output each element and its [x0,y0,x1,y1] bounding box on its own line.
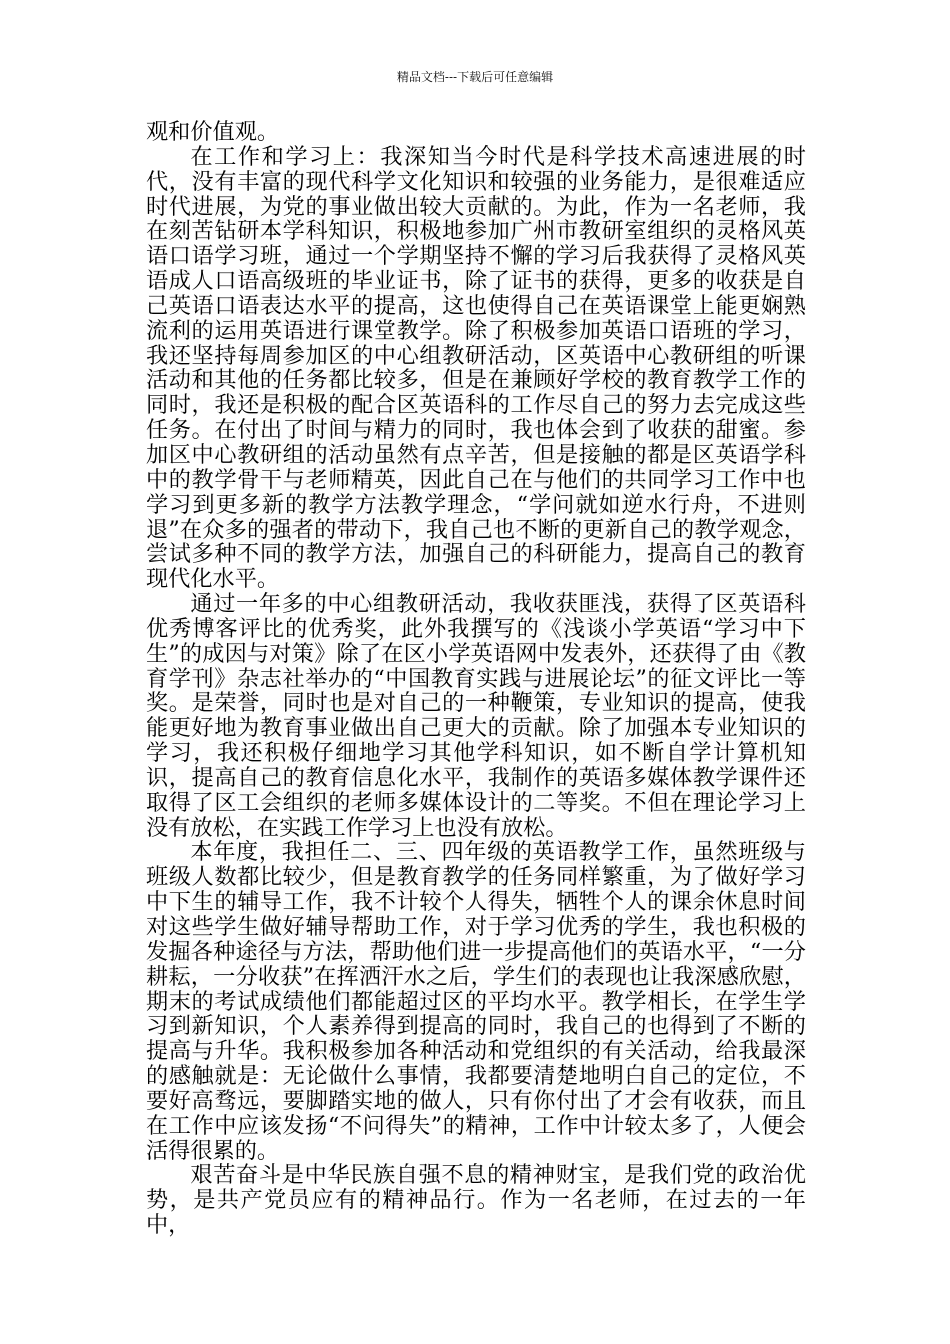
paragraph-2: 在工作和学习上：我深知当今时代是科学技术高速进展的时代，没有丰富的现代科学文化知识和较强的业务能力，是很难适应时代进展，为党的事业做出较大贡献的。为此，作为一名老师，我在刻苦钻研本学科知识，积极地参加广州市教研室组织的灵格风英语口语学习班，通过一个学期坚持不懈的学习后我获得了灵格风英语成人口语高级班的毕业证书，除了证书的获得，更多的收获是自己英语口语表达水平的提高，这也使得自己在英语课堂上能更娴熟流利的运用英语进行课堂教学。除了积极参加英语口语班的学习，我还坚持每周参加区的中心组教研活动，区英语中心教研组的听课活动和其他的任务都比较多，但是在兼顾好学校的教育教学工作的同时，我还是积极的配合区英语科的工作尽自己的努力去完成这些任务。在付出了时间与精力的同时，我也体会到了收获的甜蜜。参加区中心教研组的活动虽然有点辛苦，但是接触的都是区英语学科中的教学骨干与老师精英，因此自己在与他们的共同学习工作中也学习到更多新的教学方法教学理念，“学问就如逆水行舟，不进则退”在众多的强者的带动下，我自己也不断的更新自己的教学观念，尝试多种不同的教学方法，加强自己的科研能力，提高自己的教育现代化水平。 [146,143,806,593]
paragraph-5: 艰苦奋斗是中华民族自强不息的精神财宝，是我们党的政治优势，是共产党员应有的精神品行。作为一名老师，在过去的一年中， [146,1162,806,1239]
paragraph-3: 通过一年多的中心组教研活动，我收获匪浅，获得了区英语科优秀博客评比的优秀奖，此外我撰写的《浅谈小学英语“学习中下生”的成因与对策》除了在区小学英语网中发表外，还获得了由《教育学刊》杂志社举办的“中国教育实践与进展论坛”的征文评比一等奖。是荣誉，同时也是对自己的一种鞭策，专业知识的提高，使我能更好地为教育事业做出自己更大的贡献。除了加强本专业知识的学习，我还积极仔细地学习其他学科知识，如不断自学计算机知识，提高自己的教育信息化水平，我制作的英语多媒体教学课件还取得了区工会组织的老师多媒体设计的二等奖。不但在理论学习上没有放松，在实践工作学习上也没有放松。 [146,591,806,841]
document-body [146,120,806,1238]
paragraph-4: 本年度，我担任二、三、四年级的英语教学工作，虽然班级与班级人数都比较少，但是教育教学的任务同样繁重，为了做好学习中下生的辅导工作，我不计较个人得失，牺牲个人的课余休息时间对这些学生做好辅导帮助工作，对于学习优秀的学生，我也积极的发掘各种途径与方法，帮助他们进一步提高他们的英语水平，“一分耕耘，一分收获”在挥洒汗水之后，学生们的表现也让我深感欣慰，期末的考试成绩他们都能超过区的平均水平。教学相长，在学生学习到新知识，个人素养得到提高的同时，我自己的也得到了不断的提高与升华。我积极参加各种活动和党组织的有关活动，给我最深的感触就是：无论做什么事情，我都要清楚地明白自己的定位，不要好高骛远，要脚踏实地的做人，只有你付出了才会有收获，而且在工作中应该发扬“不问得失”的精神，工作中计较太多了，人便会活得很累的。 [146,839,806,1164]
page-header: 精品文档---下载后可任意编辑 [396,70,554,84]
paragraph-1: 观和价值观。 [146,119,280,145]
